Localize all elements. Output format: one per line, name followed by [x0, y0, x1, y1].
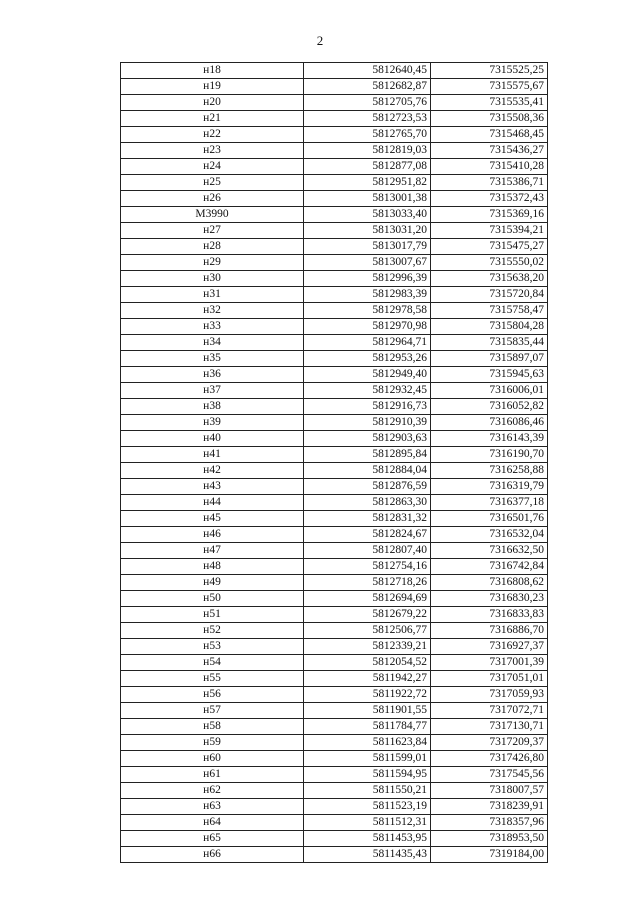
table-row [121, 687, 548, 703]
table-row [121, 127, 548, 143]
y-coordinate-cell: 7316086,46 [431, 415, 548, 431]
coordinates-table-body [121, 63, 548, 863]
y-coordinate-cell: 7319184,00 [431, 847, 548, 863]
x-coordinate-cell: 5811550,21 [304, 783, 431, 799]
table-row [121, 815, 548, 831]
x-coordinate-cell: 5812807,40 [304, 543, 431, 559]
y-coordinate-cell: 7315372,43 [431, 191, 548, 207]
point-name-cell: н58 [121, 719, 304, 735]
y-coordinate-cell: 7315369,16 [431, 207, 548, 223]
point-name-cell: н56 [121, 687, 304, 703]
table-row [121, 639, 548, 655]
table-row [121, 831, 548, 847]
point-name-cell: н36 [121, 367, 304, 383]
point-name-cell: н37 [121, 383, 304, 399]
table-row [121, 783, 548, 799]
y-coordinate-cell: 7316886,70 [431, 623, 548, 639]
point-name-cell: н22 [121, 127, 304, 143]
y-coordinate-cell: 7318239,91 [431, 799, 548, 815]
table-row [121, 223, 548, 239]
point-name-cell: н26 [121, 191, 304, 207]
point-name-cell: н59 [121, 735, 304, 751]
y-coordinate-cell: 7315535,41 [431, 95, 548, 111]
x-coordinate-cell: 5811599,01 [304, 751, 431, 767]
point-name-cell: н43 [121, 479, 304, 495]
point-name-cell: н32 [121, 303, 304, 319]
y-coordinate-cell: 7316632,50 [431, 543, 548, 559]
y-coordinate-cell: 7318953,50 [431, 831, 548, 847]
table-row [121, 335, 548, 351]
y-coordinate-cell: 7316927,37 [431, 639, 548, 655]
point-name-cell: н61 [121, 767, 304, 783]
x-coordinate-cell: 5812978,58 [304, 303, 431, 319]
table-row [121, 431, 548, 447]
point-name-cell: н38 [121, 399, 304, 415]
point-name-cell: н44 [121, 495, 304, 511]
x-coordinate-cell: 5812718,26 [304, 575, 431, 591]
x-coordinate-cell: 5812996,39 [304, 271, 431, 287]
table-row [121, 591, 548, 607]
table-row [121, 511, 548, 527]
y-coordinate-cell: 7316833,83 [431, 607, 548, 623]
x-coordinate-cell: 5812765,70 [304, 127, 431, 143]
point-name-cell: н62 [121, 783, 304, 799]
point-name-cell: М3990 [121, 207, 304, 223]
table-row [121, 303, 548, 319]
x-coordinate-cell: 5811922,72 [304, 687, 431, 703]
y-coordinate-cell: 7317130,71 [431, 719, 548, 735]
table-row [121, 319, 548, 335]
x-coordinate-cell: 5811901,55 [304, 703, 431, 719]
table-row [121, 159, 548, 175]
table-row [121, 543, 548, 559]
table-row [121, 751, 548, 767]
x-coordinate-cell: 5812916,73 [304, 399, 431, 415]
x-coordinate-cell: 5813017,79 [304, 239, 431, 255]
y-coordinate-cell: 7315394,21 [431, 223, 548, 239]
y-coordinate-cell: 7316052,82 [431, 399, 548, 415]
point-name-cell: н66 [121, 847, 304, 863]
y-coordinate-cell: 7316830,23 [431, 591, 548, 607]
x-coordinate-cell: 5811594,95 [304, 767, 431, 783]
table-row [121, 463, 548, 479]
table-row [121, 607, 548, 623]
x-coordinate-cell: 5811453,95 [304, 831, 431, 847]
x-coordinate-cell: 5811942,27 [304, 671, 431, 687]
point-name-cell: н35 [121, 351, 304, 367]
y-coordinate-cell: 7316143,39 [431, 431, 548, 447]
x-coordinate-cell: 5811784,77 [304, 719, 431, 735]
table-row [121, 63, 548, 79]
y-coordinate-cell: 7317209,37 [431, 735, 548, 751]
x-coordinate-cell: 5812705,76 [304, 95, 431, 111]
point-name-cell: н49 [121, 575, 304, 591]
x-coordinate-cell: 5812884,04 [304, 463, 431, 479]
point-name-cell: н31 [121, 287, 304, 303]
x-coordinate-cell: 5812932,45 [304, 383, 431, 399]
point-name-cell: н41 [121, 447, 304, 463]
y-coordinate-cell: 7315945,63 [431, 367, 548, 383]
table-row [121, 719, 548, 735]
point-name-cell: н48 [121, 559, 304, 575]
table-row [121, 383, 548, 399]
table-row [121, 239, 548, 255]
y-coordinate-cell: 7315638,20 [431, 271, 548, 287]
point-name-cell: н52 [121, 623, 304, 639]
y-coordinate-cell: 7316258,88 [431, 463, 548, 479]
point-name-cell: н24 [121, 159, 304, 175]
point-name-cell: н20 [121, 95, 304, 111]
y-coordinate-cell: 7315897,07 [431, 351, 548, 367]
y-coordinate-cell: 7315475,27 [431, 239, 548, 255]
point-name-cell: н29 [121, 255, 304, 271]
y-coordinate-cell: 7316377,18 [431, 495, 548, 511]
x-coordinate-cell: 5812339,21 [304, 639, 431, 655]
y-coordinate-cell: 7315804,28 [431, 319, 548, 335]
y-coordinate-cell: 7315410,28 [431, 159, 548, 175]
table-row [121, 175, 548, 191]
x-coordinate-cell: 5812863,30 [304, 495, 431, 511]
x-coordinate-cell: 5812895,84 [304, 447, 431, 463]
y-coordinate-cell: 7316808,62 [431, 575, 548, 591]
point-name-cell: н42 [121, 463, 304, 479]
point-name-cell: н53 [121, 639, 304, 655]
table-row [121, 623, 548, 639]
point-name-cell: н30 [121, 271, 304, 287]
x-coordinate-cell: 5812876,59 [304, 479, 431, 495]
x-coordinate-cell: 5811435,43 [304, 847, 431, 863]
x-coordinate-cell: 5812983,39 [304, 287, 431, 303]
y-coordinate-cell: 7316006,01 [431, 383, 548, 399]
point-name-cell: н54 [121, 655, 304, 671]
y-coordinate-cell: 7317001,39 [431, 655, 548, 671]
x-coordinate-cell: 5812723,53 [304, 111, 431, 127]
point-name-cell: н50 [121, 591, 304, 607]
table-row [121, 367, 548, 383]
y-coordinate-cell: 7315386,71 [431, 175, 548, 191]
point-name-cell: н46 [121, 527, 304, 543]
table-row [121, 191, 548, 207]
y-coordinate-cell: 7316742,84 [431, 559, 548, 575]
point-name-cell: н21 [121, 111, 304, 127]
table-row [121, 271, 548, 287]
x-coordinate-cell: 5812964,71 [304, 335, 431, 351]
y-coordinate-cell: 7317051,01 [431, 671, 548, 687]
table-row [121, 527, 548, 543]
table-row [121, 447, 548, 463]
point-name-cell: н63 [121, 799, 304, 815]
y-coordinate-cell: 7317059,93 [431, 687, 548, 703]
table-row [121, 575, 548, 591]
y-coordinate-cell: 7315525,25 [431, 63, 548, 79]
coordinates-table [120, 62, 548, 863]
x-coordinate-cell: 5812682,87 [304, 79, 431, 95]
x-coordinate-cell: 5812694,69 [304, 591, 431, 607]
page-number: 2 [316, 33, 324, 48]
y-coordinate-cell: 7315508,36 [431, 111, 548, 127]
x-coordinate-cell: 5813031,20 [304, 223, 431, 239]
table-row [121, 495, 548, 511]
table-row [121, 767, 548, 783]
point-name-cell: н34 [121, 335, 304, 351]
x-coordinate-cell: 5811623,84 [304, 735, 431, 751]
x-coordinate-cell: 5812953,26 [304, 351, 431, 367]
table-row [121, 287, 548, 303]
point-name-cell: н45 [121, 511, 304, 527]
x-coordinate-cell: 5812877,08 [304, 159, 431, 175]
y-coordinate-cell: 7317545,56 [431, 767, 548, 783]
point-name-cell: н28 [121, 239, 304, 255]
x-coordinate-cell: 5812640,45 [304, 63, 431, 79]
table-row [121, 143, 548, 159]
point-name-cell: н65 [121, 831, 304, 847]
x-coordinate-cell: 5813007,67 [304, 255, 431, 271]
x-coordinate-cell: 5812949,40 [304, 367, 431, 383]
table-row [121, 79, 548, 95]
x-coordinate-cell: 5812951,82 [304, 175, 431, 191]
x-coordinate-cell: 5812679,22 [304, 607, 431, 623]
point-name-cell: н57 [121, 703, 304, 719]
x-coordinate-cell: 5812754,16 [304, 559, 431, 575]
point-name-cell: н18 [121, 63, 304, 79]
y-coordinate-cell: 7315835,44 [431, 335, 548, 351]
y-coordinate-cell: 7316501,76 [431, 511, 548, 527]
table-row [121, 351, 548, 367]
y-coordinate-cell: 7317426,80 [431, 751, 548, 767]
y-coordinate-cell: 7315720,84 [431, 287, 548, 303]
x-coordinate-cell: 5812970,98 [304, 319, 431, 335]
point-name-cell: н33 [121, 319, 304, 335]
table-row [121, 735, 548, 751]
x-coordinate-cell: 5813001,38 [304, 191, 431, 207]
x-coordinate-cell: 5812831,32 [304, 511, 431, 527]
table-row [121, 255, 548, 271]
x-coordinate-cell: 5811512,31 [304, 815, 431, 831]
point-name-cell: н55 [121, 671, 304, 687]
y-coordinate-cell: 7318357,96 [431, 815, 548, 831]
table-row [121, 479, 548, 495]
table-row [121, 703, 548, 719]
y-coordinate-cell: 7316190,70 [431, 447, 548, 463]
y-coordinate-cell: 7315550,02 [431, 255, 548, 271]
point-name-cell: н25 [121, 175, 304, 191]
point-name-cell: н23 [121, 143, 304, 159]
point-name-cell: н64 [121, 815, 304, 831]
x-coordinate-cell: 5812824,67 [304, 527, 431, 543]
y-coordinate-cell: 7315436,27 [431, 143, 548, 159]
table-row [121, 655, 548, 671]
y-coordinate-cell: 7316532,04 [431, 527, 548, 543]
point-name-cell: н47 [121, 543, 304, 559]
x-coordinate-cell: 5812819,03 [304, 143, 431, 159]
table-row [121, 847, 548, 863]
y-coordinate-cell: 7316319,79 [431, 479, 548, 495]
point-name-cell: н40 [121, 431, 304, 447]
y-coordinate-cell: 7315758,47 [431, 303, 548, 319]
point-name-cell: н27 [121, 223, 304, 239]
y-coordinate-cell: 7317072,71 [431, 703, 548, 719]
x-coordinate-cell: 5812054,52 [304, 655, 431, 671]
table-row [121, 111, 548, 127]
point-name-cell: н60 [121, 751, 304, 767]
x-coordinate-cell: 5811523,19 [304, 799, 431, 815]
x-coordinate-cell: 5813033,40 [304, 207, 431, 223]
table-row [121, 415, 548, 431]
table-row [121, 207, 548, 223]
point-name-cell: н39 [121, 415, 304, 431]
table-row [121, 559, 548, 575]
y-coordinate-cell: 7318007,57 [431, 783, 548, 799]
y-coordinate-cell: 7315575,67 [431, 79, 548, 95]
point-name-cell: н51 [121, 607, 304, 623]
table-row [121, 399, 548, 415]
x-coordinate-cell: 5812903,63 [304, 431, 431, 447]
x-coordinate-cell: 5812910,39 [304, 415, 431, 431]
table-row [121, 671, 548, 687]
y-coordinate-cell: 7315468,45 [431, 127, 548, 143]
table-row [121, 95, 548, 111]
point-name-cell: н19 [121, 79, 304, 95]
x-coordinate-cell: 5812506,77 [304, 623, 431, 639]
table-row [121, 799, 548, 815]
